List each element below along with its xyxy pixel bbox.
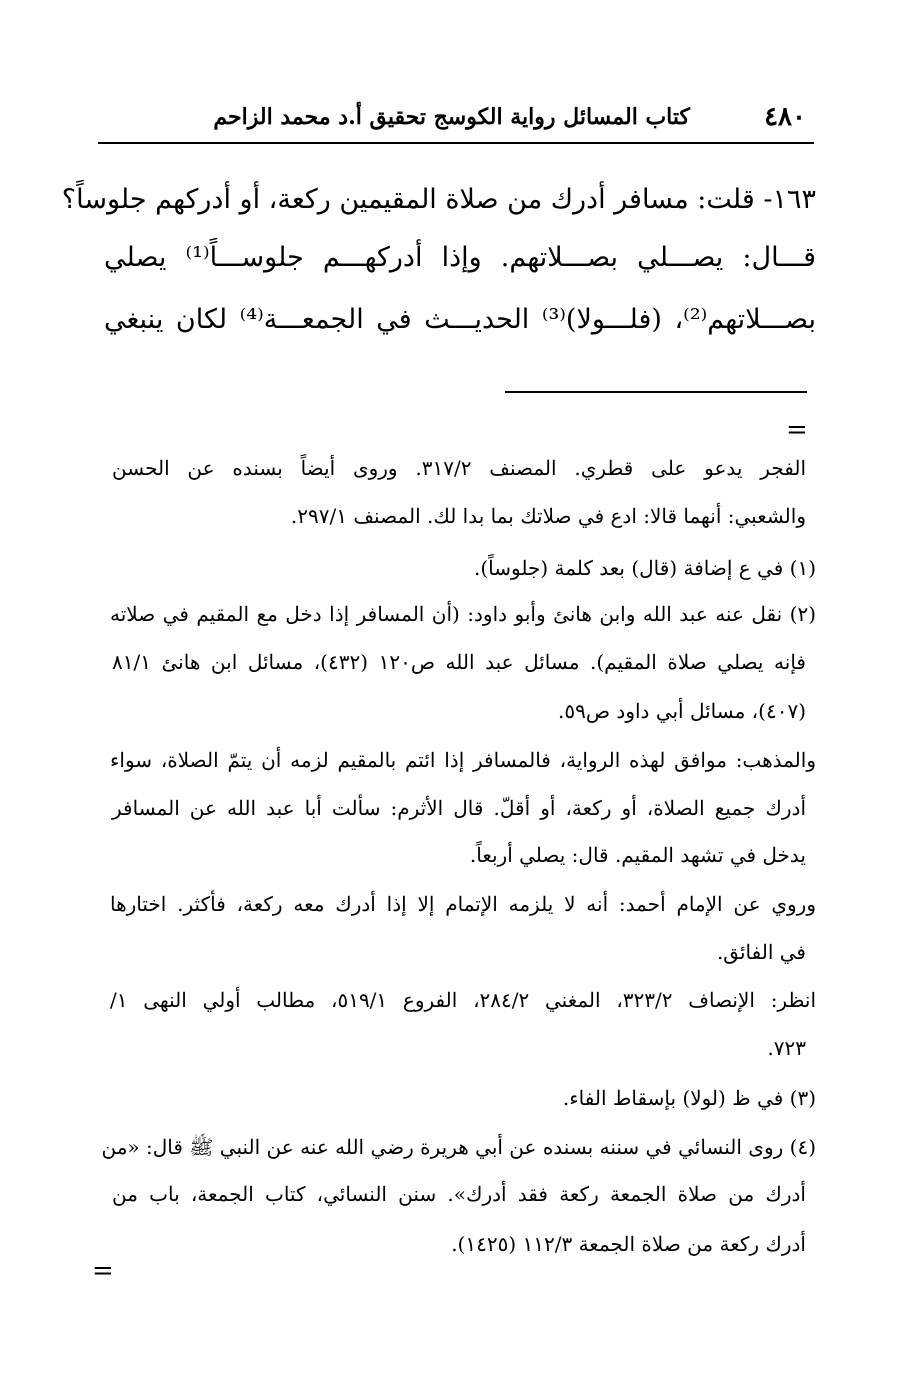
footnote-line: (٢) نقل عنه عبد الله وابن هانئ وأبو داود: (أن المسافر إذا دخل مع المقيم في صلاته: [110, 602, 816, 626]
page-header: [98, 100, 814, 140]
main-text-line: ١٦٣- قلت: مسافر أدرك من صلاة المقيمين ركعة، أو أدركهم جلوساً؟: [61, 184, 816, 215]
footnote-line: في الفائق.: [716, 940, 806, 964]
footnote-line: أدرك من صلاة الجمعة ركعة فقد أدرك». سنن النسائي، كتاب الجمعة، باب من: [112, 1182, 806, 1206]
footnote-line: يدخل في تشهد المقيم. قال: يصلي أربعاً.: [469, 843, 806, 867]
main-text-line: قـــال: يصـــلي بصـــلاتهم. وإذا أدركهـــم جلوســـاً⁽¹⁾ يصلي: [104, 242, 816, 273]
main-text-line: بصـــلاتهم⁽²⁾، (فلـــولا)⁽³⁾ الحديـــث في الجمعـــة⁽⁴⁾ لكان ينبغي: [104, 304, 816, 335]
footnote-line: والشعبي: أنهما قالا: ادع في صلاتك بما بدا لك. المصنف ٢٩٧/١.: [290, 504, 806, 528]
footnote-separator: [505, 391, 807, 393]
footnote-line: والمذهب: موافق لهذه الرواية، فالمسافر إذا ائتم بالمقيم لزمه أن يتمّ الصلاة، سواء: [110, 748, 816, 772]
continuation-mark-top: =: [786, 415, 808, 445]
header-rule: [98, 142, 814, 144]
continuation-mark-bottom: =: [92, 1256, 114, 1286]
footnote-line: أدرك جميع الصلاة، أو ركعة، أو أقلّ. قال الأثرم: سألت أبا عبد الله عن المسافر: [112, 796, 806, 820]
footnote-line: (٤) روى النسائي في سننه بسنده عن أبي هريرة رضي الله عنه عن النبي ﷺ قال: «من: [101, 1135, 816, 1159]
footnote-line: (٤٠٧)، مسائل أبي داود ص٥٩.: [558, 699, 806, 723]
footnote-line: (١) في ع إضافة (قال) بعد كلمة (جلوساً).: [473, 556, 816, 580]
running-title: كتاب المسائل رواية الكوسج تحقيق أ.د محمد الزاحم: [213, 104, 690, 130]
footnote-line: (٣) في ظ (لولا) بإسقاط الفاء.: [562, 1086, 816, 1110]
footnote-line: وروي عن الإمام أحمد: أنه لا يلزمه الإتمام إلا إذا أدرك معه ركعة، فأكثر. اختارها: [110, 892, 816, 916]
footnote-line: أدرك ركعة من صلاة الجمعة ١١٢/٣ (١٤٢٥).: [451, 1232, 806, 1256]
page-number: ٤٨٠: [764, 102, 806, 132]
footnote-line: ٧٢٣.: [767, 1036, 806, 1060]
footnote-line: الفجر يدعو على قطري. المصنف ٣١٧/٢. وروى أيضاً بسنده عن الحسن: [112, 456, 806, 480]
footnote-line: انظر: الإنصاف ٣٢٣/٢، المغني ٢٨٤/٢، الفروع ٥١٩/١، مطالب أولي النهى ١/: [110, 988, 816, 1012]
footnote-line: فإنه يصلي صلاة المقيم). مسائل عبد الله ص١٢٠ (٤٣٢)، مسائل ابن هانئ ٨١/١: [112, 650, 806, 674]
